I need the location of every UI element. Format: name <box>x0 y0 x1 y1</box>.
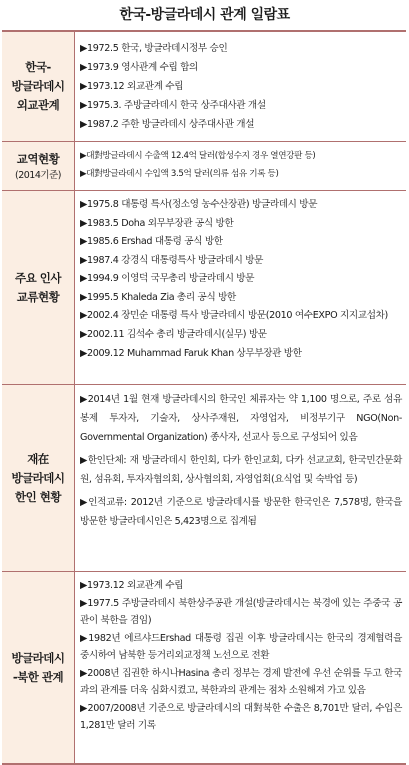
list-item: ▶2014년 1월 현재 방글라데시의 한국인 체류자는 약 1,100 명으로, 주로 섬유봉제 투자자, 기술자, 상사주재원, 자영업자, 비정부기구 NGO(Non-Governmental Organization) 종사자, 선교사 등으로 구성되어 있음 <box>80 394 402 443</box>
list-item: ▶1972.5 한국, 방글라데시정부 승인 <box>80 43 228 54</box>
row-label-line: 재在 <box>27 451 49 466</box>
list-item: ▶1975.3. 주방글라데시 한국 상주대사관 개설 <box>80 100 266 111</box>
row-label <box>2 572 75 763</box>
list-item: ▶1982년 에르샤드Ershad 대통령 집권 이후 방글라데시는 한국의 경제협력을 중시하여 남북한 등거리외교정책 노선으로 전환 <box>80 632 402 661</box>
page-title: 한국-방글라데시 관계 일람표 <box>119 7 290 23</box>
row-label-line: 한인 현황 <box>15 489 61 504</box>
row-items <box>75 572 406 763</box>
table-row-trade <box>2 142 406 191</box>
list-item: ▶한인단체: 재 방글라데시 한인회, 다카 한인교회, 다카 선교교회, 한국민간문화원, 섬유회, 투자자협의회, 상사협의회, 자영업회(요식업 및 숙박업 등) <box>80 455 402 485</box>
list-item: ▶1995.5 Khaleda Zia 총리 공식 방한 <box>80 291 236 303</box>
table-row-diplomatic <box>2 32 406 142</box>
row-label-line: 주요 인사 <box>15 270 61 285</box>
row-label <box>2 142 75 190</box>
list-item: ▶1977.5 주방글라데시 북한상주공관 개설(방글라데시는 북경에 있는 주중국 공관이 북한을 겸임) <box>80 597 402 626</box>
list-item: ▶2009.12 Muhammad Faruk Khan 상무부장관 방한 <box>80 347 302 359</box>
row-items <box>75 32 406 141</box>
list-item: ▶1994.9 이영덕 국무총리 방글라데시 방문 <box>80 273 255 284</box>
list-item: ▶1987.4 강경식 대통령특사 방글라데시 방문 <box>80 254 264 266</box>
list-item: ▶1985.6 Ershad 대통령 공식 방한 <box>80 236 223 247</box>
row-label <box>2 385 75 571</box>
list-item: ▶2002.11 김석수 총리 방글라데시(실무) 방문 <box>80 329 267 340</box>
row-label-line: 방글라데시 <box>11 79 65 93</box>
list-item: ▶1973.12 외교관계 수립 <box>80 81 184 92</box>
list-item: ▶1975.8 대통령 특사(정소영 농수산장관) 방글라데시 방문 <box>80 199 318 210</box>
list-item: ▶1973.12 외교관계 수립 <box>80 580 184 591</box>
row-items <box>75 191 406 384</box>
list-item: ▶1973.9 영사관계 수립 합의 <box>80 62 198 73</box>
list-item: ▶대對방글라데시 수출액 12.4억 달러(합성수지 경우 열연강판 등) <box>80 151 316 161</box>
list-item: ▶1983.5 Doha 외무부장관 공식 방한 <box>80 217 234 229</box>
list-item: ▶2008년 집권한 하시나Hasina 총리 정부는 경제 발전에 우선 순위를 두고 한국과의 관계를 더욱 심화시켰고, 북한과의 관계는 점차 소원해져 가고 있음 <box>80 667 402 696</box>
list-item: ▶인적교류: 2012년 기준으로 방글라데시를 방문한 한국인은 7,578명, 한국을 방문한 방글라데시인은 5,423명으로 집계됨 <box>80 497 402 527</box>
list-item: ▶2002.4 장민순 대통령 특사 방글라데시 방문(2010 여수EXPO 지지교섭차) <box>80 310 388 321</box>
table-row-koreans <box>2 385 406 572</box>
list-item: ▶대對방글라데시 수입액 3.5억 달러(의류 섬유 기록 등) <box>80 169 279 179</box>
row-label-line: 교역현황 <box>16 151 60 166</box>
list-item: ▶2007/2008년 기준으로 방글라데시의 대對북한 수출은 8,701만 달러, 수입은 1,281만 달러 기록 <box>80 702 402 731</box>
row-label <box>2 191 75 384</box>
row-label-line: 외교관계 <box>16 98 60 112</box>
row-label <box>2 32 75 141</box>
row-items <box>75 142 406 190</box>
row-label-line: 한국- <box>25 60 51 74</box>
list-item: ▶1987.2 주한 방글라데시 상주대사관 개설 <box>80 119 255 130</box>
row-label-line: 방글라데시 <box>11 470 65 485</box>
row-label-line: -북한 관계 <box>12 669 64 684</box>
row-label-line: 교류현황 <box>16 289 60 304</box>
table-row-north-korea <box>2 572 406 765</box>
relations-table <box>2 30 406 765</box>
row-label-sub: (2014기준) <box>15 169 61 181</box>
row-items <box>75 385 406 571</box>
row-label-line: 방글라데시 <box>11 650 65 665</box>
table-row-exchanges <box>2 191 406 385</box>
